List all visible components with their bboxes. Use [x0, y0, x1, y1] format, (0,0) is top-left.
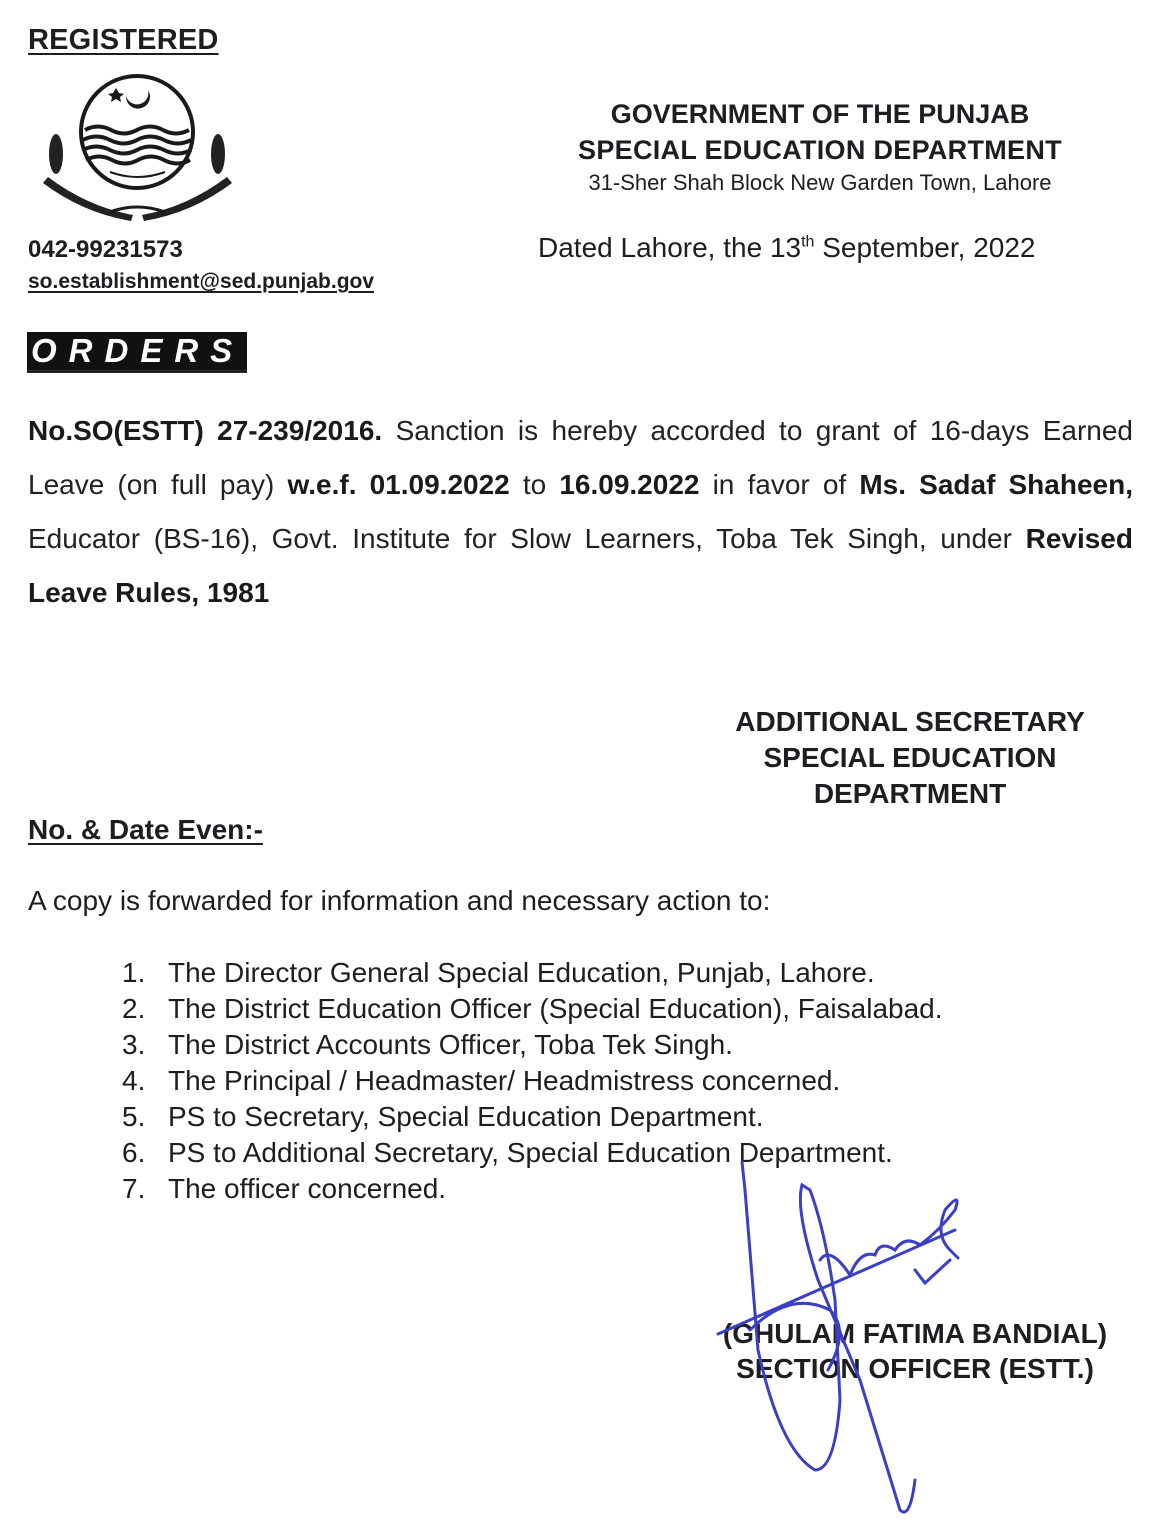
item-text: The District Accounts Officer, Toba Tek Singh.: [168, 1029, 733, 1060]
item-number: 3.: [122, 1029, 146, 1060]
letterhead-header: [520, 96, 1120, 198]
list-item: [122, 955, 943, 991]
orders-heading-text: ORDERS: [31, 332, 245, 369]
additional-secretary-block: [700, 704, 1120, 812]
officer-designation: SECTION OFFICER (ESTT.): [736, 1353, 1094, 1384]
date-prefix: Dated Lahore, the 13: [538, 232, 802, 263]
item-text: PS to Additional Secretary, Special Education Department.: [168, 1137, 893, 1168]
signatory-department: SPECIAL EDUCATION: [763, 742, 1057, 773]
list-item: [122, 991, 943, 1027]
item-text: The officer concerned.: [168, 1173, 447, 1204]
item-number: 4.: [122, 1065, 146, 1096]
no-date-even-heading: No. & Date Even:-: [28, 814, 263, 845]
copy-forwarded-text: A copy is forwarded for information and necessary action to:: [28, 885, 771, 916]
order-text: in favor of: [699, 469, 860, 500]
item-number: 2.: [122, 993, 146, 1024]
list-item: [122, 1099, 943, 1135]
government-title: GOVERNMENT OF THE PUNJAB: [610, 99, 1030, 129]
leave-rules: Revised Leave Rules, 1981: [28, 523, 1133, 608]
item-text: The Principal / Headmaster/ Headmistress concerned.: [168, 1065, 841, 1096]
item-text: The Director General Special Education, Punjab, Lahore.: [168, 957, 875, 988]
phone-number: 042-99231573: [28, 236, 183, 263]
order-reference: No.SO(ESTT) 27-239/2016.: [28, 415, 383, 446]
order-text: to: [509, 469, 560, 500]
dated-line: [538, 232, 1035, 264]
department-title: SPECIAL EDUCATION DEPARTMENT: [578, 135, 1062, 165]
item-text: The District Education Officer (Special Education), Faisalabad.: [168, 993, 943, 1024]
order-text: Educator (BS-16), Govt. Institute for Slow Learners, Toba Tek Singh, under: [28, 523, 1026, 554]
date-suffix: September, 2022: [814, 232, 1036, 263]
officer-name: (GHULAM FATIMA BANDIAL): [722, 1318, 1108, 1349]
department-address: 31-Sher Shah Block New Garden Town, Lahore: [588, 170, 1052, 195]
order-text: Sanction is hereby accorded to grant of 16-days Earned Leave (on full pay): [28, 415, 1133, 500]
date-ordinal: th: [801, 233, 815, 251]
item-number: 1.: [122, 957, 146, 988]
email-link[interactable]: so.establishment@sed.punjab.gov: [28, 270, 375, 293]
employee-name: Ms. Sadaf Shaheen,: [859, 469, 1133, 500]
order-paragraph: [28, 404, 1133, 620]
list-item: [122, 1063, 943, 1099]
leave-start-date: w.e.f. 01.09.2022: [287, 469, 510, 500]
item-number: 6.: [122, 1137, 146, 1168]
item-number: 7.: [122, 1173, 146, 1204]
punjab-emblem-icon: [40, 72, 235, 224]
registered-label: REGISTERED: [28, 24, 219, 56]
item-text: PS to Secretary, Special Education Department.: [168, 1101, 764, 1132]
signatory-title: ADDITIONAL SECRETARY: [735, 706, 1085, 737]
leave-end-date: 16.09.2022: [559, 469, 700, 500]
orders-heading: [27, 332, 247, 373]
list-item: [122, 1027, 943, 1063]
signature-icon: [700, 1150, 1000, 1530]
signatory-department: DEPARTMENT: [813, 778, 1007, 809]
item-number: 5.: [122, 1101, 146, 1132]
